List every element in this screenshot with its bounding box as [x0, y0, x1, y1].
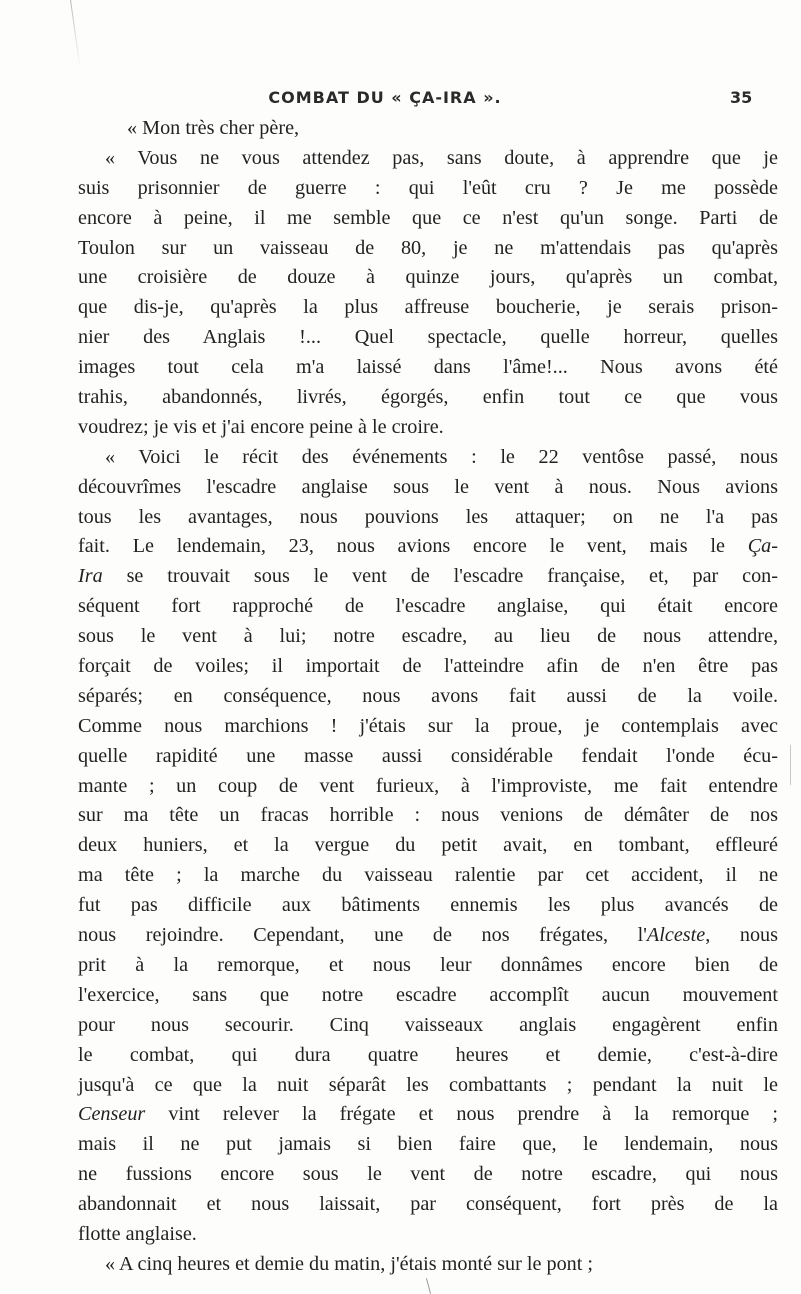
text-line: flotte anglaise.: [78, 1222, 197, 1245]
text-line: le combat, qui dura quatre heures et demie, c'est-à-dire: [78, 1043, 778, 1066]
running-head-title: COMBAT DU « ÇA-IRA ».: [268, 88, 502, 107]
text-line: sur ma tête un fracas horrible : nous venions de démâter de nos: [78, 804, 778, 827]
text-line: « Vous ne vous attendez pas, sans doute, à apprendre que je: [105, 146, 778, 169]
text-line: [78, 532, 778, 562]
text-line: séparés; en conséquence, nous avons fait aussi de la voile.: [78, 684, 778, 707]
text-line: tous les avantages, nous pouvions les attaquer; on ne l'a pas: [78, 505, 778, 528]
text-line: prit à la remorque, et nous leur donnâmes encore bien de: [78, 953, 778, 976]
margin-mark-top: [70, 0, 81, 69]
text-line: une croisière de douze à quinze jours, qu'après un combat,: [78, 266, 778, 289]
ship-name-ca-ira: Ira: [78, 565, 103, 588]
text-line: ma tête ; la marche du vaisseau ralentie par cet accident, il ne: [78, 864, 778, 887]
text-line-part: , nous: [705, 924, 778, 947]
text-line: mais il ne put jamais si bien faire que, le lendemain, nous: [78, 1133, 778, 1156]
text-line: forçait de voiles; il importait de l'atteindre afin de n'en être pas: [78, 655, 778, 678]
text-line: images tout cela m'a laissé dans l'âme!... Nous avons été: [78, 356, 778, 379]
text-line: « A cinq heures et demie du matin, j'étais monté sur le pont ;: [105, 1252, 594, 1275]
text-line: deux huniers, et la vergue du petit avait, en tombant, effleuré: [78, 834, 778, 857]
text-line: ne fussions encore sous le vent de notre escadre, qui nous: [78, 1163, 778, 1186]
text-line: fut pas difficile aux bâtiments ennemis les plus avancés de: [78, 894, 778, 917]
margin-mark-right: [790, 745, 791, 785]
text-line: découvrîmes l'escadre anglaise sous le vent à nous. Nous avions: [78, 475, 778, 498]
text-line: quelle rapidité une masse aussi considérable fendait l'onde écu-: [78, 744, 778, 767]
ship-name-ca-ira: Ça-: [747, 535, 778, 558]
text-line: l'exercice, sans que notre escadre accomplît aucun mouvement: [78, 983, 778, 1006]
text-line: Toulon sur un vaisseau de 80, je ne m'attendais pas qu'après: [78, 236, 778, 259]
margin-mark-bottom: [426, 1278, 431, 1294]
page-number: 35: [730, 88, 753, 107]
ship-name-alceste: Alceste: [646, 924, 706, 947]
text-line: [78, 562, 778, 592]
text-line-part: nous rejoindre. Cependant, une de nos frégates, l': [78, 924, 647, 947]
text-line-part: fait. Le lendemain, 23, nous avions encore le vent, mais le: [78, 535, 725, 558]
text-line: que dis-je, qu'après la plus affreuse boucherie, je serais prison-: [78, 296, 778, 319]
text-line: Comme nous marchions ! j'étais sur la proue, je contemplais avec: [78, 714, 778, 737]
text-line: « Voici le récit des événements : le 22 ventôse passé, nous: [105, 445, 778, 468]
text-line: mante ; un coup de vent furieux, à l'improviste, me fait entendre: [78, 774, 778, 797]
text-line: [78, 921, 778, 951]
text-line: pour nous secourir. Cinq vaisseaux anglais engagèrent enfin: [78, 1013, 778, 1036]
text-line: abandonnait et nous laissait, par conséquent, fort près de la: [78, 1193, 778, 1216]
text-line: trahis, abandonnés, livrés, égorgés, enfin tout ce que vous: [78, 386, 778, 409]
text-line: séquent fort rapproché de l'escadre anglaise, qui était encore: [78, 595, 778, 618]
text-line: [78, 1100, 778, 1130]
text-line: « Mon très cher père,: [127, 117, 300, 139]
text-line: jusqu'à ce que la nuit séparât les combattants ; pendant la nuit le: [78, 1073, 778, 1096]
body-text: [78, 114, 778, 1280]
text-line-part: vint relever la frégate et nous prendre à la remorque ;: [145, 1103, 778, 1126]
text-line: sous le vent à lui; notre escadre, au lieu de nous attendre,: [78, 625, 778, 648]
text-line: nier des Anglais !... Quel spectacle, quelle horreur, quelles: [78, 326, 778, 349]
text-line: suis prisonnier de guerre : qui l'eût cru ? Je me possède: [78, 176, 778, 199]
text-line: encore à peine, il me semble que ce n'est qu'un songe. Parti de: [78, 206, 778, 229]
text-line-part: se trouvait sous le vent de l'escadre française, et, par con-: [126, 565, 778, 588]
ship-name-censeur: Censeur: [78, 1103, 146, 1126]
text-line: voudrez; je vis et j'ai encore peine à le croire.: [78, 415, 444, 438]
